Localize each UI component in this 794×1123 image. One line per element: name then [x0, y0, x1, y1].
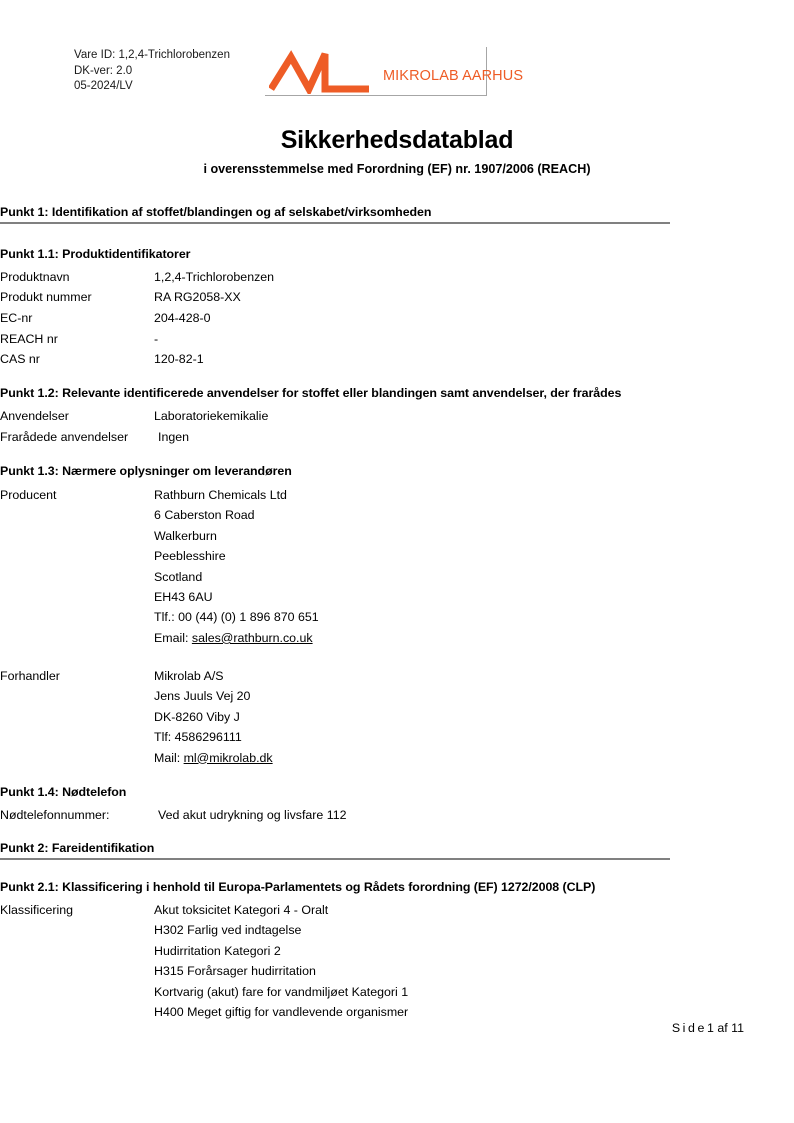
address-line: Rathburn Chemicals Ltd: [154, 488, 287, 502]
address-line: Scotland: [154, 569, 203, 584]
list-item: H400 Meget giftig for vandlevende organismer: [154, 1005, 409, 1020]
page-header: [74, 44, 744, 106]
email-line: [154, 628, 319, 648]
dk-version-line: DK-ver: 2.0: [74, 64, 133, 77]
row-label: REACH nr: [0, 332, 58, 346]
row-label: Frarådede anvendelser: [0, 430, 129, 444]
address-line: Peeblesshire: [154, 549, 226, 564]
row-label: Forhandler: [0, 669, 60, 683]
row-value: 120-82-1: [154, 352, 204, 366]
row-label: Klassificering: [0, 903, 73, 917]
subsection-2-1-title: Punkt 2.1: Klassificering i henhold til Europa-Parlamentets og Rådets forordning (EF) 1272/2008 (CLP): [0, 880, 596, 894]
vare-id-line: Vare ID: 1,2,4-Trichlorobenzen: [74, 49, 230, 61]
row-label: Producent: [0, 488, 57, 502]
address-line: Jens Juuls Vej 20: [154, 689, 251, 704]
row-label: Anvendelser: [0, 409, 69, 423]
row-value: 1,2,4-Trichlorobenzen: [154, 270, 275, 284]
row-label: CAS nr: [0, 352, 40, 366]
address-line: EH43 6AU: [154, 590, 213, 605]
forhandler-email-link[interactable]: ml@mikrolab.dk: [183, 750, 273, 765]
subsection-1-3-title: Punkt 1.3: Nærmere oplysninger om leverandøren: [0, 464, 292, 478]
list-item: H315 Forårsager hudirritation: [154, 964, 316, 979]
section-1-title: Punkt 1: Identifikation af stoffet/blandingen og af selskabet/virksomheden: [0, 205, 432, 219]
section-2-divider: [0, 858, 670, 860]
footer-side-word: Side: [671, 1021, 708, 1035]
row-value: Ingen: [158, 430, 190, 444]
row-value: -: [154, 332, 159, 346]
list-item: H302 Farlig ved indtagelse: [154, 923, 302, 938]
row-value: Ved akut udrykning og livsfare 112: [158, 808, 347, 822]
section-2-header: [0, 841, 670, 860]
list-item: Hudirritation Kategori 2: [154, 943, 281, 958]
section-1-divider: [0, 222, 670, 224]
phone-line: Tlf.: 00 (44) (0) 1 896 870 651: [154, 610, 319, 625]
row-value: Laboratoriekemikalie: [154, 409, 269, 423]
row-label: EC-nr: [0, 311, 33, 325]
document-subtitle: i overensstemmelse med Forordning (EF) nr. 1907/2006 (REACH): [203, 162, 591, 176]
company-logo: [265, 47, 524, 96]
mikrolab-ml-logo-icon: [269, 49, 373, 94]
email-prefix: Email:: [154, 630, 192, 645]
subsection-1-2-title: Punkt 1.2: Relevante identificerede anvendelser for stoffet eller blandingen samt anvendelser, der frarådes: [0, 386, 622, 400]
address-line: Walkerburn: [154, 528, 217, 543]
list-item: Akut toksicitet Kategori 4 - Oralt: [154, 903, 329, 917]
row-label: Produkt nummer: [0, 290, 92, 304]
subsection-1-1-title: Punkt 1.1: Produktidentifikatorer: [0, 247, 191, 261]
footer-page-number: 1 af 11: [707, 1021, 744, 1035]
producent-address-block: [154, 485, 319, 648]
logo-wordmark: MIKROLAB AARHUS: [383, 68, 524, 84]
page-footer: [672, 1021, 744, 1035]
header-metadata: [74, 48, 230, 95]
forhandler-address-block: [154, 666, 273, 768]
revision-date-line: 05-2024/LV: [74, 80, 133, 92]
phone-line: Tlf: 4586296111: [154, 730, 242, 745]
row-value: RA RG2058-XX: [154, 290, 241, 304]
subsection-1-4-title: Punkt 1.4: Nødtelefon: [0, 785, 127, 799]
address-line: 6 Caberston Road: [154, 508, 255, 523]
address-line: DK-8260 Viby J: [154, 709, 240, 724]
section-1-header: [0, 205, 670, 224]
row-label: Produktnavn: [0, 270, 70, 284]
document-title: Sikkerhedsdatablad: [280, 126, 514, 154]
row-value: 204-428-0: [154, 311, 211, 325]
klassificering-list: [154, 900, 408, 1022]
section-2-title: Punkt 2: Fareidentifikation: [0, 841, 155, 855]
producent-email-link[interactable]: sales@rathburn.co.uk: [191, 630, 313, 645]
list-item: Kortvarig (akut) fare for vandmiljøet Kategori 1: [154, 984, 409, 999]
email-prefix: Mail:: [154, 750, 184, 765]
row-label: Nødtelefonnummer:: [0, 808, 110, 822]
address-line: Mikrolab A/S: [154, 669, 224, 683]
email-line: [154, 748, 273, 768]
